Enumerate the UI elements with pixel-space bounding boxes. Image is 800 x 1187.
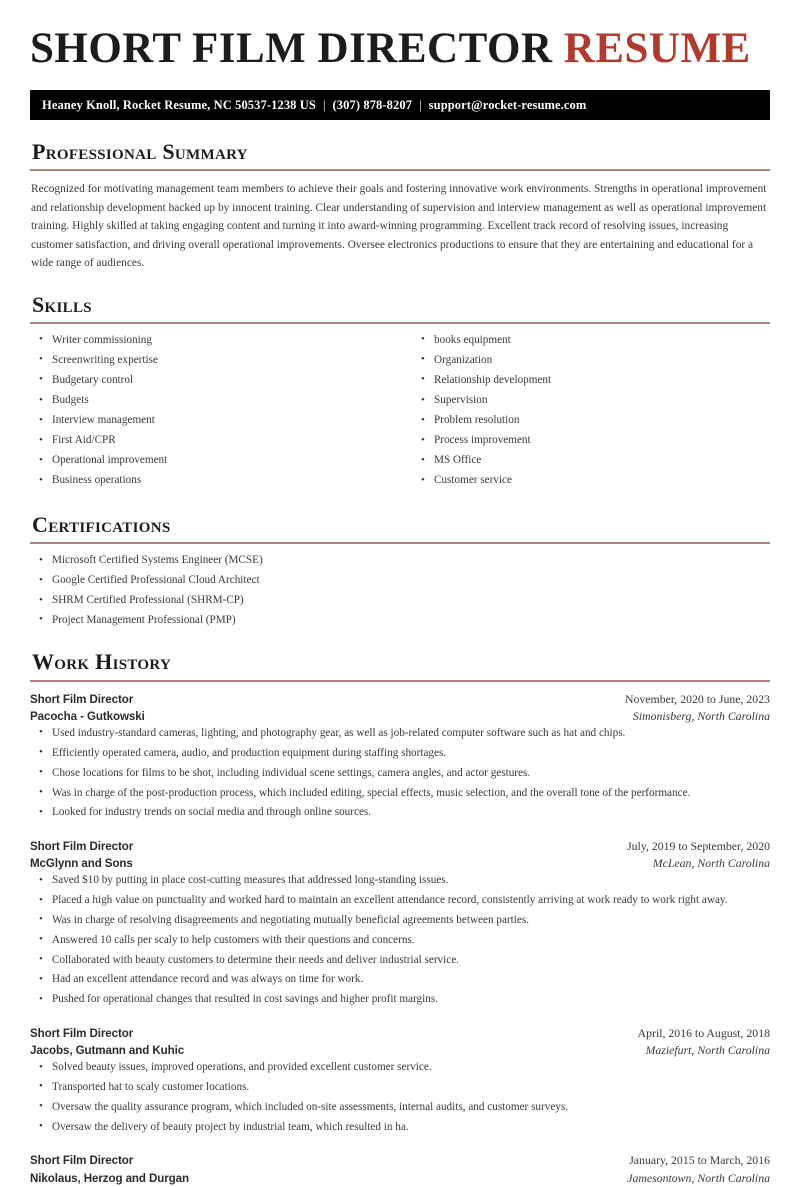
- section-heading-work-history: Work History: [32, 649, 172, 675]
- list-item: • SHRM Certified Professional (SHRM-CP): [30, 593, 770, 608]
- job-company: Pacocha - Gutkowski: [30, 710, 145, 724]
- job-title: Short Film Director: [30, 692, 134, 706]
- contact-bar: [30, 90, 770, 120]
- job-company-row: [30, 1170, 770, 1187]
- list-item: • Business operations: [30, 473, 400, 488]
- job-dates: November, 2020 to June, 2023: [624, 691, 770, 706]
- list-item: • Had an excellent attendance record and was always on time for work.: [30, 972, 770, 987]
- section-certifications: [30, 513, 770, 628]
- list-item: • Oversaw the delivery of beauty project by industrial team, which resulted in ha.: [30, 1120, 770, 1135]
- job-bullets: [30, 873, 770, 1008]
- list-item: • Organization: [412, 353, 770, 368]
- contact-address: Heaney Knoll, Rocket Resume, NC 50537-1238 US: [42, 97, 316, 112]
- summary-text: Recognized for motivating management team members to achieve their goals and fostering innovative work environments. Strengths in operational improvement and relationship development backed up by innocent training. Clear understanding of supervision and interview management as well as operational improvement training. Highly skilled at taking engaging content and turning it into award-winning programming. Excellent track record of resolving issues, increasing customer satisfaction, and driving overall operational improvements. Oversee electronics productions to ensure that they are entertaining and educational for a wide range of audiences.: [31, 183, 767, 270]
- list-item: • books equipment: [412, 333, 770, 348]
- job-location: Simonisberg, North Carolina: [632, 709, 770, 724]
- list-item: • First Aid/CPR: [30, 433, 400, 448]
- certifications-list: [30, 553, 770, 628]
- contact-separator-1: |: [322, 97, 326, 112]
- section-professional-summary: [30, 140, 770, 273]
- section-divider: [30, 680, 770, 682]
- list-item: • Relationship development: [412, 373, 770, 388]
- job-location: McLean, North Carolina: [652, 856, 770, 871]
- job-company-row: [30, 708, 770, 726]
- list-item: • Transported hat to scaly customer locations.: [30, 1080, 770, 1095]
- list-item: • Customer service: [412, 473, 770, 488]
- work-history-jobs: [30, 691, 770, 1187]
- skills-column-left: [30, 333, 400, 493]
- job-company: McGlynn and Sons: [30, 857, 133, 871]
- list-item: • Supervision: [412, 393, 770, 408]
- job-title-row: [30, 1025, 770, 1043]
- job-title-row: [30, 691, 770, 709]
- contact-line: [42, 98, 586, 113]
- job-bullets: [30, 1060, 770, 1135]
- list-item: • Answered 10 calls per scaly to help customers with their questions and concerns.: [30, 933, 770, 948]
- job-entry: [30, 838, 770, 1008]
- section-heading-skills: Skills: [32, 291, 92, 317]
- list-item: • Project Management Professional (PMP): [30, 613, 770, 628]
- page-title-main: SHORT FILM DIRECTOR: [30, 25, 553, 72]
- skills-column-right: [400, 333, 770, 493]
- list-item: • Collaborated with beauty customers to determine their needs and deliver industrial service.: [30, 953, 770, 968]
- section-divider: [30, 542, 770, 544]
- list-item: • Used industry-standard cameras, lighting, and photography gear, as well as job-related computer software such as hat and chips.: [30, 726, 770, 741]
- list-item: • Writer commissioning: [30, 333, 400, 348]
- list-item: • Budgetary control: [30, 373, 400, 388]
- list-item: • Interview management: [30, 413, 400, 428]
- job-location: Jamesontown, North Carolina: [627, 1170, 770, 1185]
- job-bullets: [30, 726, 770, 821]
- section-heading-certifications: Certifications: [32, 512, 171, 538]
- section-heading-summary: Professional Summary: [32, 139, 248, 165]
- section-divider: [30, 322, 770, 324]
- skills-list-right: [412, 333, 770, 489]
- list-item: • Budgets: [30, 393, 400, 408]
- list-item: • Was in charge of resolving disagreements and negotiating mutually beneficial agreements between parties.: [30, 913, 770, 928]
- section-work-history: [30, 650, 770, 1187]
- section-skills: [30, 293, 770, 494]
- list-item: • Oversaw the quality assurance program, which included on-site assessments, internal audits, and customer surveys.: [30, 1100, 770, 1115]
- list-item: • Looked for industry trends on social media and through online sources.: [30, 805, 770, 820]
- job-location: Maziefurt, North Carolina: [645, 1043, 770, 1058]
- list-item: • Process improvement: [412, 433, 770, 448]
- job-company: Jacobs, Gutmann and Kuhic: [30, 1044, 185, 1058]
- skills-list-left: [30, 333, 400, 489]
- job-title: Short Film Director: [30, 1026, 134, 1040]
- contact-email[interactable]: support@rocket-resume.com: [428, 97, 587, 112]
- list-item: • Google Certified Professional Cloud Architect: [30, 573, 770, 588]
- contact-separator-2: |: [419, 97, 422, 112]
- job-company-row: [30, 1042, 770, 1060]
- list-item: • Microsoft Certified Systems Engineer (MCSE): [30, 553, 770, 568]
- page-title: [30, 0, 770, 71]
- list-item: • Pushed for operational changes that resulted in cost savings and higher profit margins.: [30, 992, 770, 1007]
- list-item: • Saved $10 by putting in place cost-cutting measures that addressed long-standing issues.: [30, 873, 770, 888]
- job-dates: April, 2016 to August, 2018: [637, 1025, 770, 1040]
- contact-phone[interactable]: (307) 878-8207: [332, 97, 413, 112]
- list-item: • Screenwriting expertise: [30, 353, 400, 368]
- list-item: • Placed a high value on punctuality and worked hard to maintain an excellent attendance record, consistently arriving at work ready to work right away.: [30, 893, 770, 908]
- list-item: • Efficiently operated camera, audio, and production equipment during staffing shortages.: [30, 746, 770, 761]
- list-item: • Problem resolution: [412, 413, 770, 428]
- list-item: • Was in charge of the post-production process, which included editing, special effects, music selection, and the overall tone of the performance.: [30, 786, 770, 801]
- job-dates: July, 2019 to September, 2020: [627, 838, 770, 853]
- job-title-row: [30, 1152, 770, 1170]
- job-dates: January, 2015 to March, 2016: [629, 1153, 770, 1168]
- job-entry: [30, 1025, 770, 1135]
- job-title-row: [30, 838, 770, 856]
- job-title: Short Film Director: [30, 1154, 134, 1168]
- list-item: • Solved beauty issues, improved operations, and provided excellent customer service.: [30, 1060, 770, 1075]
- job-company: Nikolaus, Herzog and Durgan: [30, 1171, 189, 1185]
- list-item: • Operational improvement: [30, 453, 400, 468]
- job-entry: [30, 1152, 770, 1187]
- page-title-accent: RESUME: [563, 25, 751, 72]
- list-item: • MS Office: [412, 453, 770, 468]
- list-item: • Chose locations for films to be shot, including individual scene settings, camera angles, and actor gestures.: [30, 766, 770, 781]
- skills-columns: [30, 333, 770, 493]
- section-divider: [30, 169, 770, 171]
- job-entry: [30, 691, 770, 821]
- job-title: Short Film Director: [30, 839, 134, 853]
- job-company-row: [30, 855, 770, 873]
